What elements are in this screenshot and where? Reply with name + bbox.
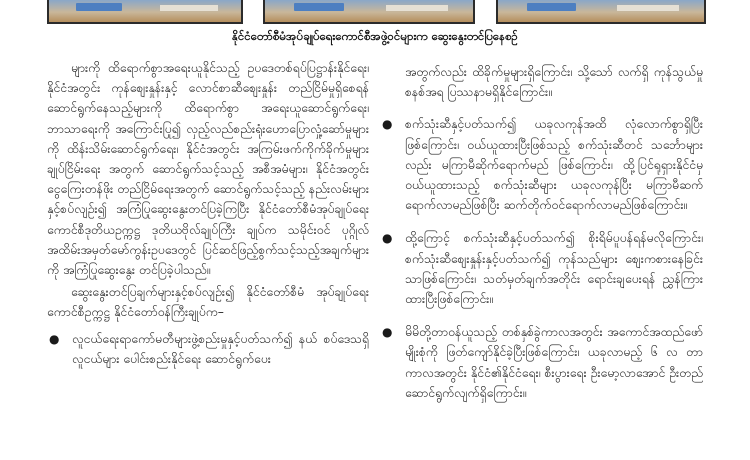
left-paragraph-2: ဆွေးနွေးတင်ပြချက်များနှင့်စပ်လျဉ်း၍ နိုင်ငံတော်စီမံ အုပ်ချုပ်ရေးကောင်စီဥက္ကဋ္ဌ နိုင်ငံတော်ဝန်ကြီးချုပ်က–	[47, 285, 369, 320]
bullet-text: စက်သုံးဆီနှင့်ပတ်သက်၍ ယခုလကုန်အထိ လုံလောက်စွာရှိပြီးဖြစ်ကြောင်း၊ ဝယ်ယူထားပြီးဖြစ်သည့် စက်သုံးဆီတင် သင်္ဘောများလည်း မကြာမီဆိုက်ရောက်မည် ဖြစ်ကြောင်း၊ ထို့ပြင်ရုရှားနိုင်ငံမှ ဝယ်ယူထားသည့် စက်သုံးဆီများ ယခုလကုန်ပြီး မကြာမီဆက်ရောက်လာမည်ဖြစ်ပြီး ဆက်တိုက်ဝင်ရောက်လာမည်ဖြစ်ကြောင်း။	[405, 117, 703, 213]
list-item	[380, 228, 703, 309]
right-column	[380, 62, 703, 416]
bullet-icon: ●	[382, 117, 393, 132]
list-item	[47, 329, 369, 369]
list-item	[380, 114, 703, 215]
bullet-text: ထို့ကြောင့် စက်သုံးဆီနှင့်ပတ်သက်၍ စိုးရိမ်ပူပန်ရန်မလိုကြောင်း၊ စက်သုံးဆီစျေးနှုန်းနှင့်ပတ်သက်၍ ကုန်သည်များ စျေးကစားနေခြင်းသာဖြစ်ကြောင်း၊ သတ်မှတ်ချက်အတိုင်း ရောင်းချပေးရန် ညွှန်ကြားထားပြီးဖြစ်ကြောင်း။	[405, 231, 703, 307]
bullet-icon: ●	[49, 331, 60, 346]
left-column	[47, 58, 369, 382]
meeting-photo-1	[47, 0, 243, 24]
bullet-icon: ●	[382, 325, 393, 340]
right-bullet-list	[380, 114, 703, 403]
bullet-text: မိမိတို့တာဝန်ယူသည့် တစ်နှစ်ခွဲကာလအတွင်း အကောင်အထည်ဖော် မျိုးစုံကို ဖြတ်ကျော်နိုင်ခဲ့ပြီးဖြစ်ကြောင်း၊ ယခုလာမည့် ၆ လ တာ ကာလအတွင်း နိုင်ငံ၏နိုင်ငံရေး၊ စီးပွားရေး ဦးမော့လာအောင် ဦးတည်ဆောင်ရွက်လျက်ရှိကြောင်း။	[405, 325, 703, 400]
left-bullet-list	[47, 329, 369, 369]
photo-caption: နိုင်ငံတော်စီမံအုပ်ချုပ်ရေးကောင်စီအဖွဲ့ဝင်များက ဆွေးနွေးတင်ပြနေစဉ်	[232, 29, 518, 43]
list-item	[380, 322, 703, 403]
left-paragraph-1: များကို ထိရောက်စွာအရေးယူနိုင်သည့် ဥပဒေတစ်ရပ်ပြဋ္ဌာန်းနိုင်ရေး၊ နိုင်ငံအတွင်း ကုန်စျေးနှုန်းနှင့် လောင်စာဆီစျေးနှုန်း တည်ငြိမ်မှုရှိစေရန် ဆောင်ရွက်နေသည့်များကို ထိရောက်စွာ အရေးယူဆောင်ရွက်ရေး၊ ဘာသာရေးကို အကြောင်းပြု၍ လှည့်လည်စည်းရုံးဟောပြောလှုံ့ဆော်မှုများကို ထိန်းသိမ်းဆောင်ရွက်ရေး၊ နိုင်ငံအတွင်း အကြမ်းဖက်ကိုက်ခိုက်မှုများချုပ်ငြိမ်းရေး အတွက် ဆောင်ရွက်သင့်သည့် အစီအမံများ၊ နိုင်ငံအတွင်း ငွေကြေးတန်ဖိုး တည်ငြိမ်ရေးအတွက် ဆောင်ရွက်သင့်သည့် နည်းလမ်းများနှင့်စပ်လျဉ်း၍ အကြံပြုဆွေးနွေးတင်ပြခဲ့ကြပြီး နိုင်ငံတော်စီမံအုပ်ချုပ်ရေးကောင်စီဒုတိယဥက္ကဋ္ဌ ဒုတိယဗိုလ်ချုပ်ကြီး ချုပ်က သမိုင်းဝင် ပုဂ္ဂိုလ်အထိမ်းအမှတ်မော်ကွန်းဥပဒေတွင် ပြင်ဆင်ဖြည့်စွက်သင့်သည့်အချက်များကို အကြံပြုဆွေးနွေး တင်ပြခဲ့ပါသည်။	[47, 61, 369, 278]
right-continued-text: အတွက်လည်း ထိခိုက်မှုများရှိကြောင်း၊ သို့သော် လက်ရှိ ကုန်သွယ်မှုစနစ်အရ ပြဿနာမရှိနိုင်ကြောင်း။	[405, 65, 703, 100]
bullet-icon: ●	[382, 231, 393, 246]
bullet-text: လူငယ်ရေးရာကော်မတီများဖွဲ့စည်းမှုနှင့်ပတ်သက်၍ နယ် စပ်ဒေသရှိ လူငယ်များ ပေါင်းစည်းနိုင်ရေး ဆောင်ရွက်ပေး	[72, 331, 369, 366]
meeting-photo-3	[496, 0, 706, 24]
photo-strip	[0, 0, 750, 26]
meeting-photo-2	[263, 0, 475, 24]
